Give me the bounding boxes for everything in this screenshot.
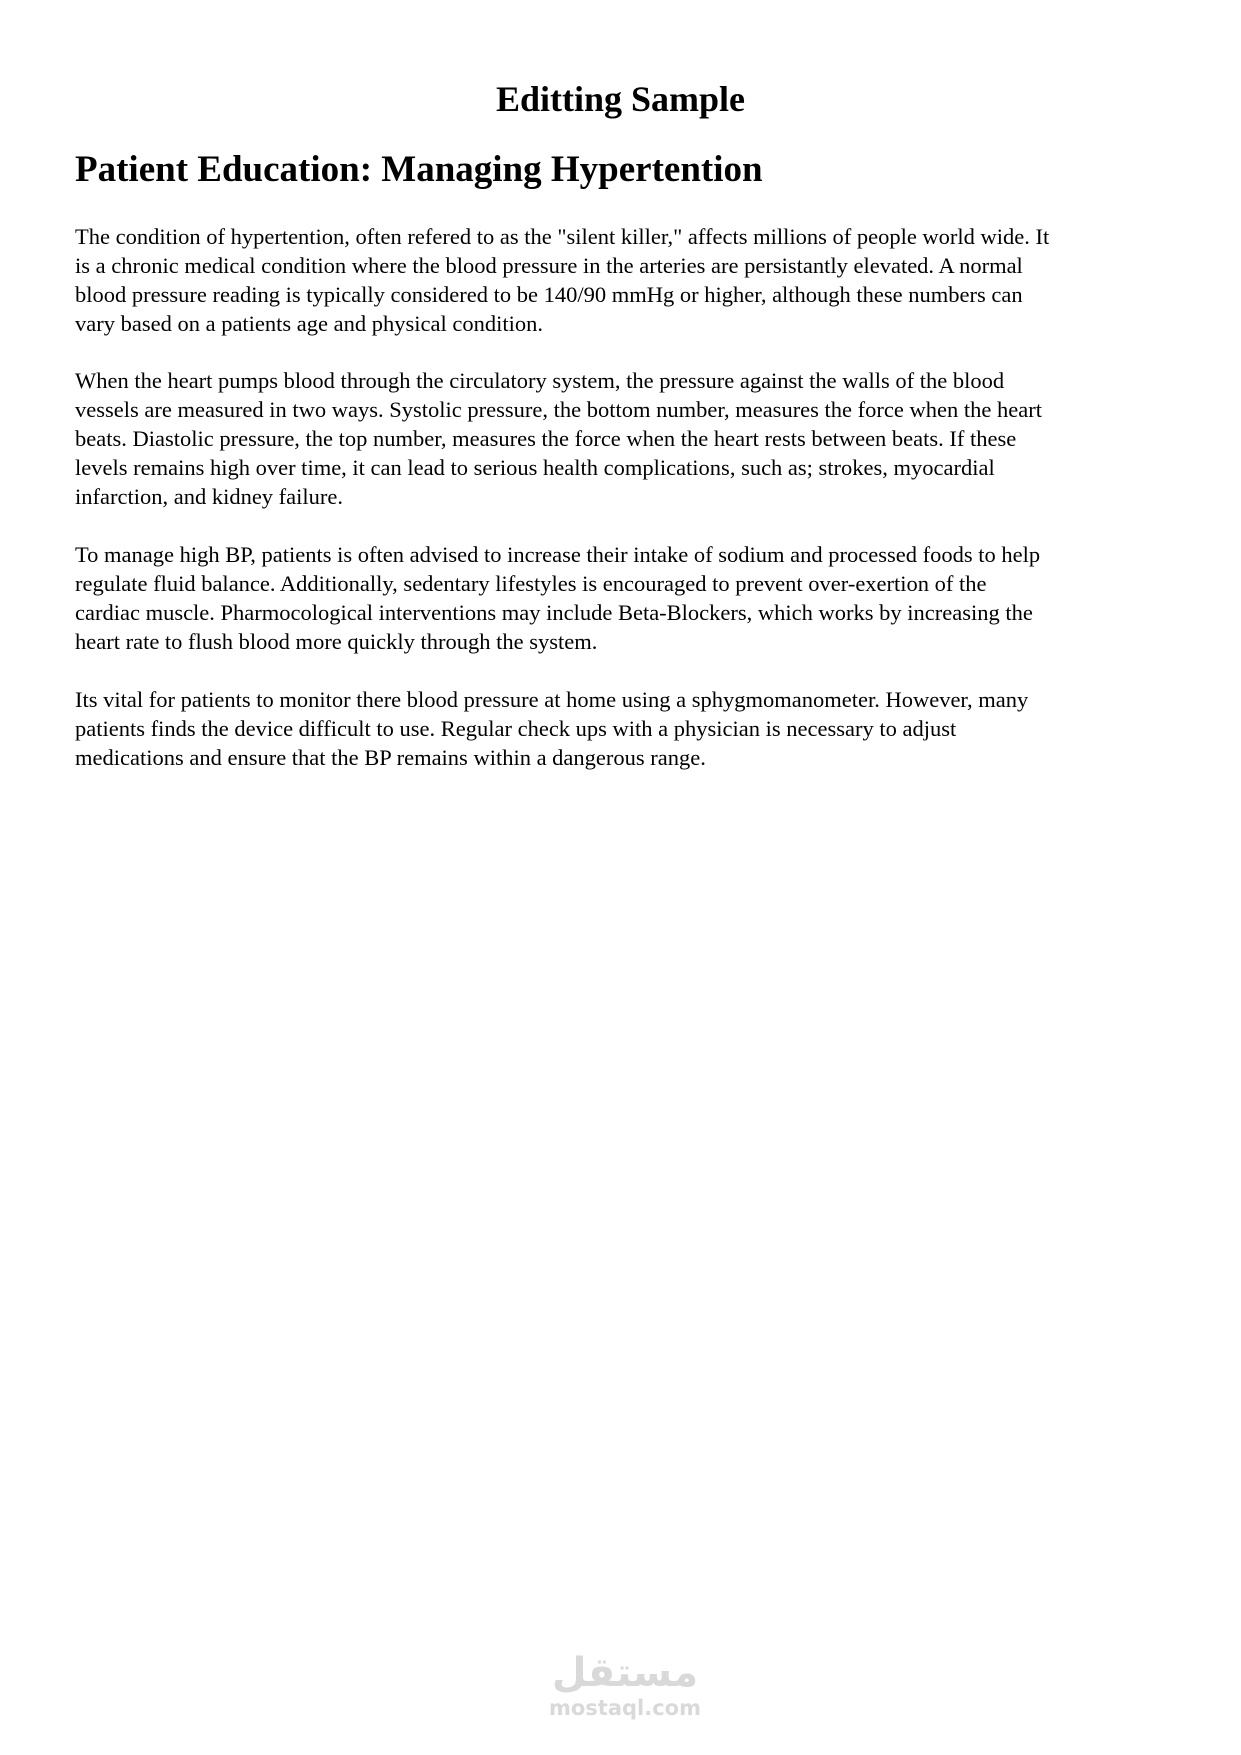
text-line: heart rate to flush blood more quickly through the system. (75, 629, 598, 654)
watermark-logo: مستقل (551, 1650, 699, 1696)
text-line: is a chronic medical condition where the blood pressure in the arteries are persistantly elevated. A normal (75, 253, 1023, 278)
text-line: cardiac muscle. Pharmocological interventions may include Beta-Blockers, which works by increasing the (75, 600, 1033, 625)
text-line: The condition of hypertention, often refered to as the "silent killer," affects millions of people world wide. It (75, 224, 1050, 249)
text-line: vary based on a patients age and physical condition. (75, 311, 543, 336)
text-line: blood pressure reading is typically considered to be 140/90 mmHg or higher, although these numbers can (75, 282, 1023, 307)
text-line: To manage high BP, patients is often advised to increase their intake of sodium and processed foods to help (75, 542, 1041, 567)
text-line: levels remains high over time, it can lead to serious health complications, such as; strokes, myocardial (75, 455, 995, 480)
section-heading: Patient Education: Managing Hypertention (75, 149, 763, 190)
text-line: Its vital for patients to monitor there blood pressure at home using a sphygmomanometer. However, many (75, 687, 1029, 712)
paragraph-4 (75, 685, 1195, 772)
text-line: infarction, and kidney failure. (75, 484, 344, 509)
text-line: patients finds the device difficult to use. Regular check ups with a physician is necessary to adjust (75, 716, 957, 741)
paragraph-1 (75, 222, 1195, 338)
text-line: medications and ensure that the BP remains within a dangerous range. (75, 745, 706, 770)
mostaql-watermark (545, 1650, 705, 1720)
paragraph-3 (75, 540, 1195, 656)
watermark-text: mostaql.com (549, 1696, 701, 1720)
text-line: beats. Diastolic pressure, the top number, measures the force when the heart rests between beats. If these (75, 426, 1017, 451)
paragraph-2 (75, 366, 1195, 511)
text-line: vessels are measured in two ways. Systolic pressure, the bottom number, measures the force when the heart (75, 397, 1042, 422)
text-line: When the heart pumps blood through the circulatory system, the pressure against the walls of the blood (75, 368, 1005, 393)
document-title: Editting Sample (495, 79, 746, 119)
text-line: regulate fluid balance. Additionally, sedentary lifestyles is encouraged to prevent over-exertion of the (75, 571, 987, 596)
